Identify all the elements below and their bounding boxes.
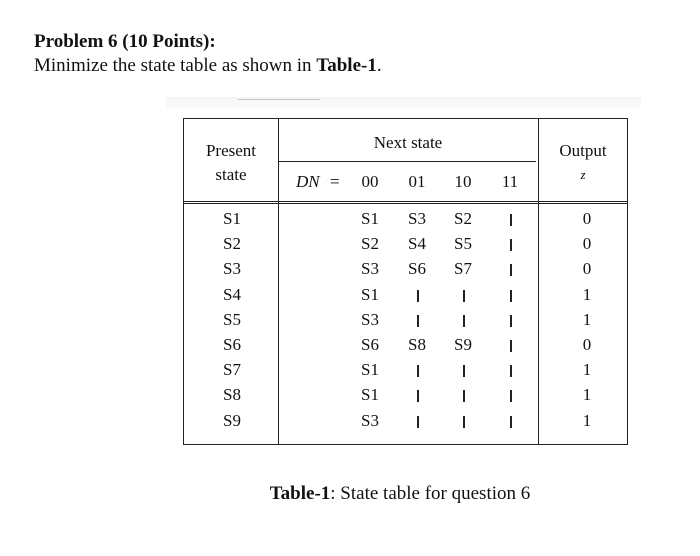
header-divider xyxy=(184,201,627,202)
next-state-cell: S1 xyxy=(361,284,379,304)
next-state-cell: S1 xyxy=(361,385,379,405)
output-cell: 1 xyxy=(582,284,592,304)
unspecified-next-state xyxy=(510,214,512,226)
output-cell: 0 xyxy=(582,335,592,354)
output-variable: z xyxy=(580,167,586,182)
next-state-cell: S8 xyxy=(408,335,426,354)
output-cell: 1 xyxy=(582,385,592,405)
next-state-cell: S3 xyxy=(361,309,379,329)
output-cell: 1 xyxy=(582,360,592,380)
output-cell: 0 xyxy=(582,234,592,254)
unspecified-next-state xyxy=(417,315,419,327)
next-state-header: Next state xyxy=(373,133,443,152)
next-state-cell: S2 xyxy=(361,234,379,254)
unspecified-next-state xyxy=(463,290,465,302)
next-state-cell: S6 xyxy=(408,259,426,279)
unspecified-next-state xyxy=(510,416,512,428)
unspecified-next-state xyxy=(510,365,512,377)
unspecified-next-state xyxy=(463,365,465,377)
next-state-cell: S5 xyxy=(454,234,472,254)
output-cell: 0 xyxy=(582,209,592,228)
unspecified-next-state xyxy=(417,390,419,402)
problem-text-before: Minimize the state table as shown in xyxy=(34,55,317,76)
next-state-cell: S3 xyxy=(361,259,379,279)
unspecified-next-state xyxy=(463,315,465,327)
next-state-cell: S6 xyxy=(361,335,379,354)
next-state-cell: S7 xyxy=(454,259,472,279)
output-cell: 0 xyxy=(582,259,592,279)
header-divider-double xyxy=(184,203,627,204)
next-state-cell: S1 xyxy=(361,360,379,380)
present-header-line1: Present xyxy=(205,141,257,160)
next-state-cell: S9 xyxy=(454,335,472,354)
table-caption xyxy=(0,483,700,505)
state-table xyxy=(183,118,628,445)
unspecified-next-state xyxy=(510,264,512,276)
output-cell: 1 xyxy=(582,309,592,329)
present-state-cell: S6 xyxy=(223,335,241,354)
present-state-cell: S9 xyxy=(223,410,241,430)
unspecified-next-state xyxy=(463,390,465,402)
next-state-cell: S4 xyxy=(408,234,426,254)
unspecified-next-state xyxy=(417,365,419,377)
unspecified-next-state xyxy=(510,390,512,402)
present-header-line2: state xyxy=(215,165,247,184)
unspecified-next-state xyxy=(510,290,512,302)
next-state-cell: S3 xyxy=(361,410,379,430)
caption-text: : State table for question 6 xyxy=(330,483,531,504)
separator-mark xyxy=(238,99,320,100)
present-state-cell: S8 xyxy=(223,385,241,405)
unspecified-next-state xyxy=(463,416,465,428)
unspecified-next-state xyxy=(510,340,512,352)
next-state-cell: S3 xyxy=(408,209,426,228)
unspecified-next-state xyxy=(417,290,419,302)
present-state-cell: S2 xyxy=(223,234,241,254)
unspecified-next-state xyxy=(510,239,512,251)
next-state-cell: S2 xyxy=(454,209,472,228)
problem-table-reference: Table-1 xyxy=(316,55,377,76)
next-state-cell: S1 xyxy=(361,209,379,228)
output-cell: 1 xyxy=(582,410,592,430)
dn-label: DN xyxy=(296,172,320,191)
input-header-0: 00 xyxy=(361,172,379,191)
input-header-2: 10 xyxy=(454,172,472,191)
column-divider xyxy=(278,119,279,444)
present-state-cell: S7 xyxy=(223,360,241,380)
present-state-cell: S5 xyxy=(223,309,241,329)
input-header-3: 11 xyxy=(501,172,519,191)
present-state-cell: S3 xyxy=(223,259,241,279)
column-divider xyxy=(538,119,539,444)
unspecified-next-state xyxy=(417,416,419,428)
input-header-1: 01 xyxy=(408,172,426,191)
present-state-cell: S1 xyxy=(223,209,241,228)
problem-title: Problem 6 (10 Points): xyxy=(34,31,216,52)
output-header: Output xyxy=(559,141,607,160)
dn-equals: = xyxy=(330,172,340,191)
problem-statement xyxy=(34,55,382,77)
next-state-divider xyxy=(279,161,536,162)
unspecified-next-state xyxy=(510,315,512,327)
problem-text-after: . xyxy=(376,55,382,76)
caption-label: Table-1 xyxy=(269,483,331,504)
present-state-cell: S4 xyxy=(223,284,241,304)
